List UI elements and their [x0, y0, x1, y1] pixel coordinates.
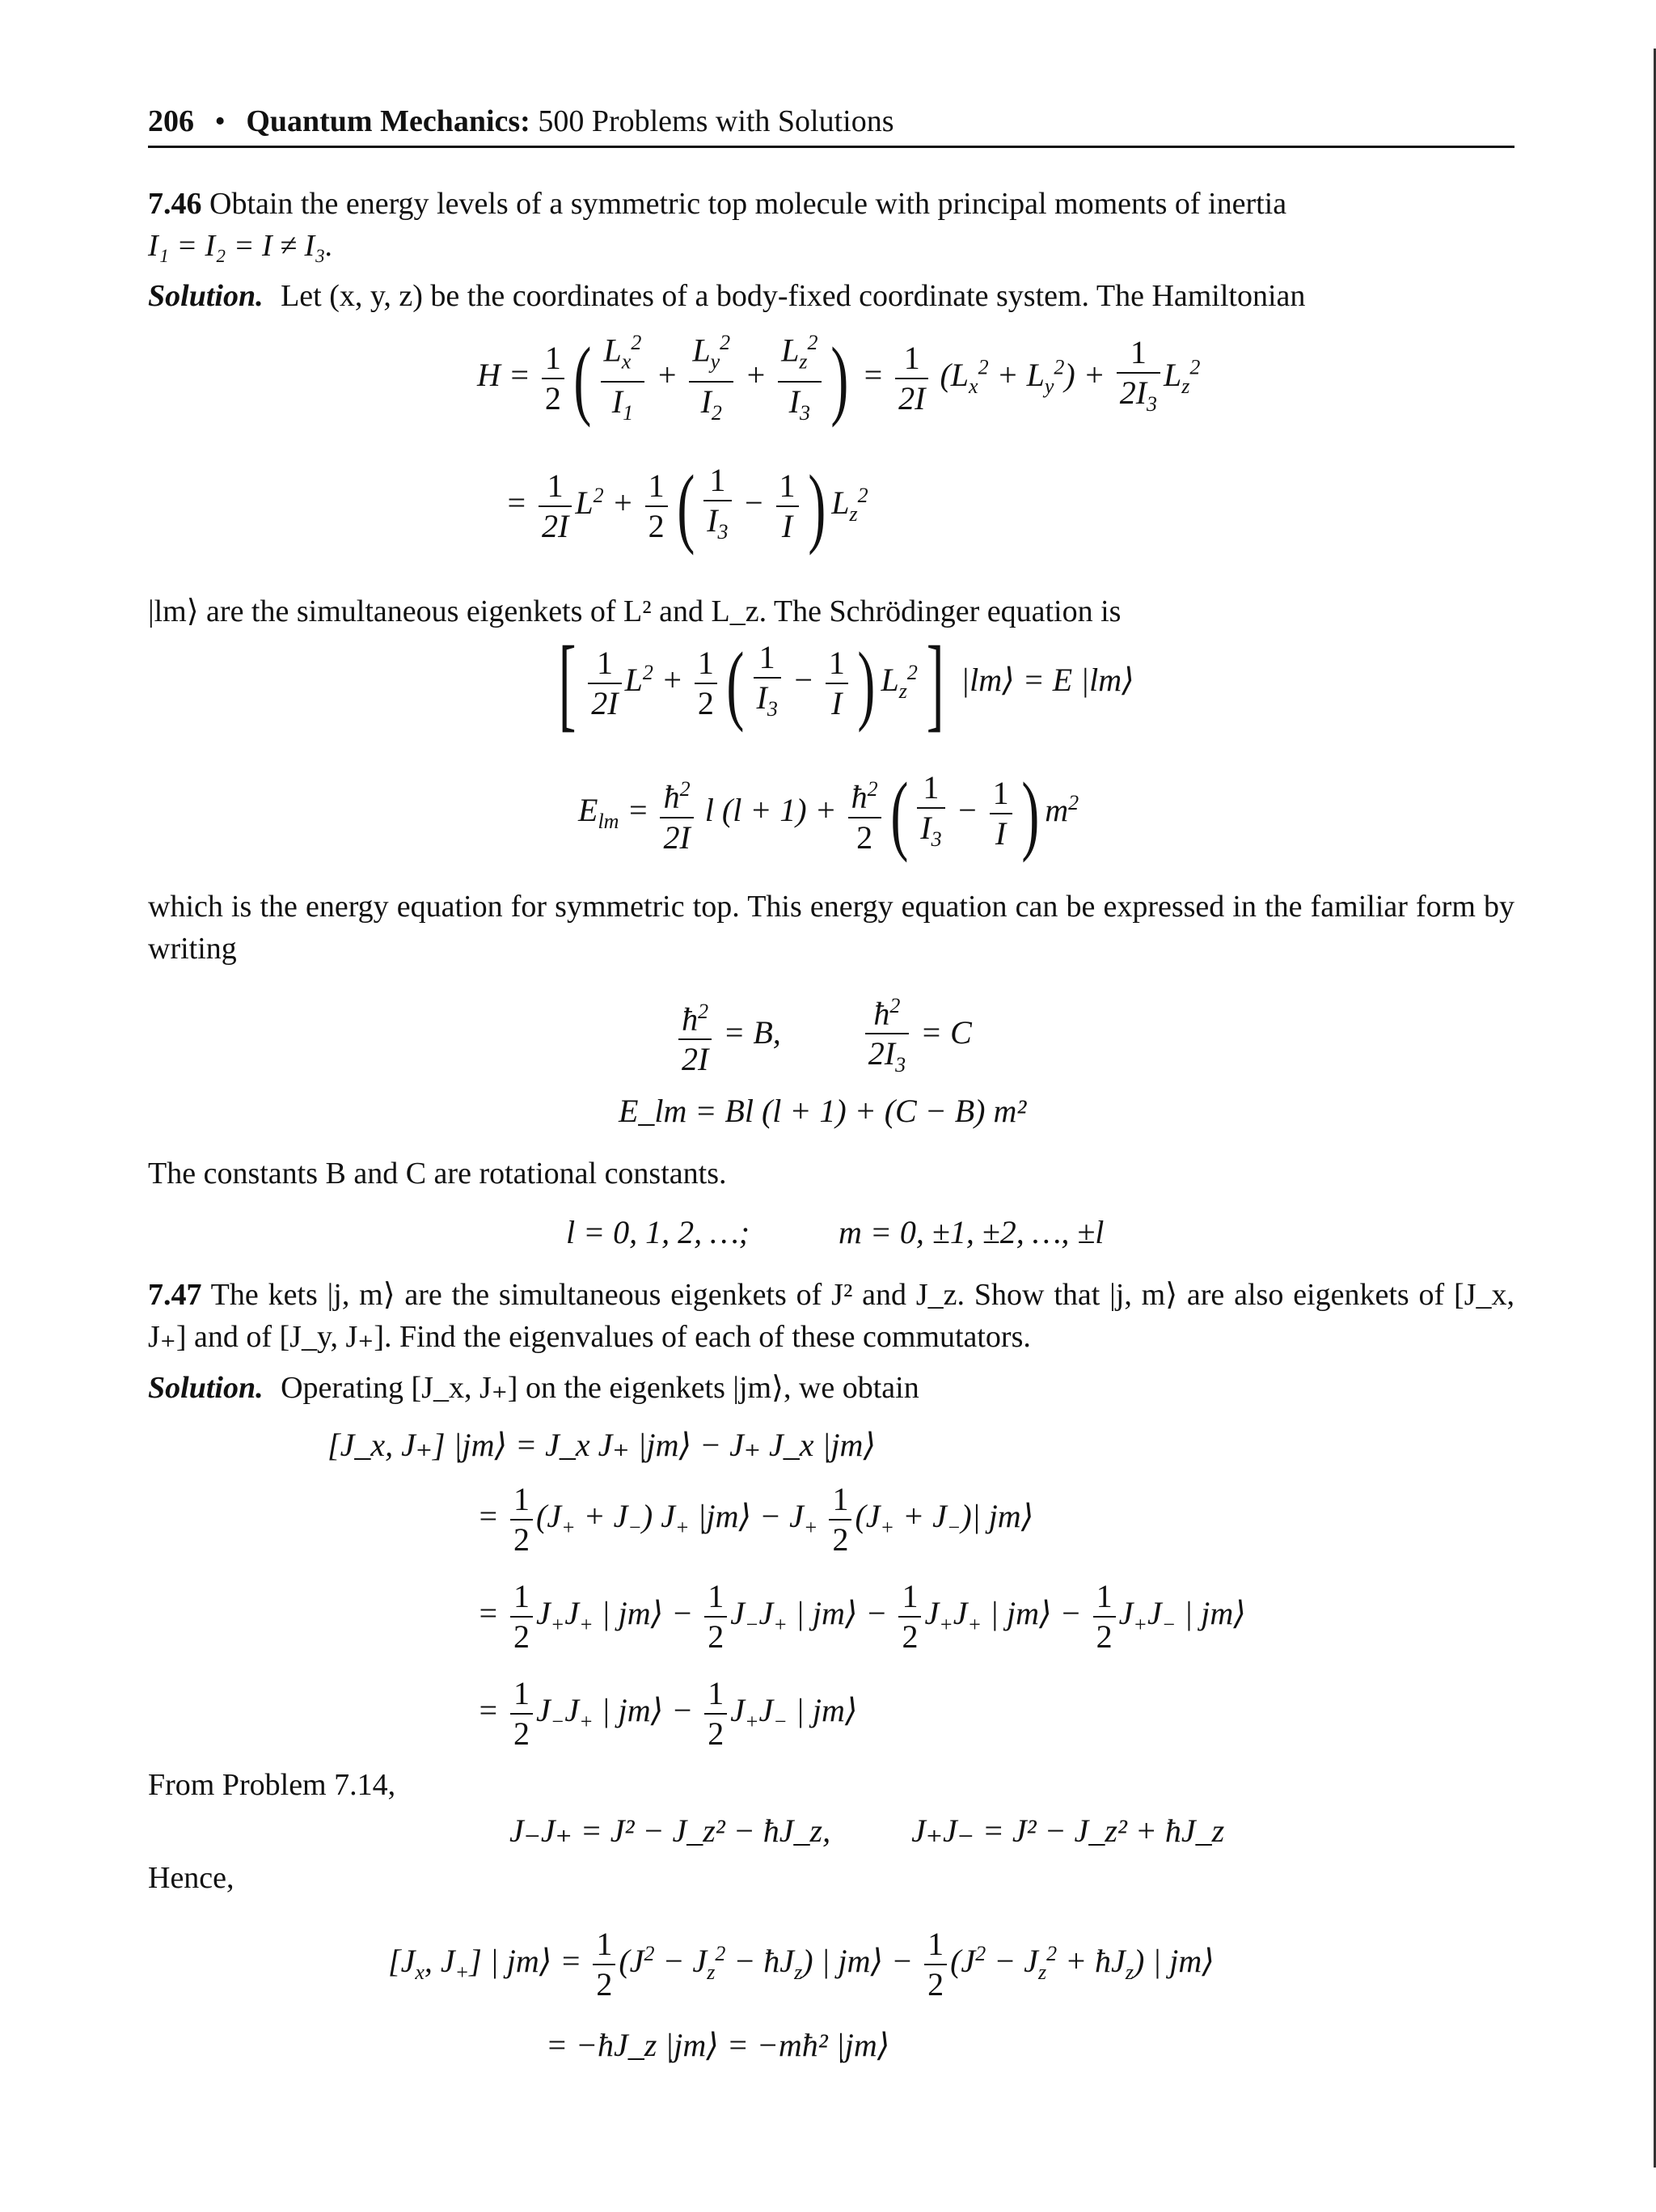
- equation-commutator-1: [J_x, J₊] |jm⟩ = J_x J₊ |jm⟩ − J₊ J_x |jm⟩: [327, 1427, 877, 1463]
- equation-energy: $E_{lm}$ = $\frac{ħ^2}{2I}$ l (l + 1) + $\frac{ħ^2}{2}$ ( $\frac{1}{I_3}$ − $\frac{1}{I}$ ) $m^2$: [578, 764, 1079, 863]
- l-range: l = 0, 1, 2, …;: [566, 1214, 750, 1250]
- equation-identities: [509, 1812, 1224, 1850]
- header-bullet: •: [214, 104, 226, 138]
- hamiltonian-lhs: H =: [477, 356, 530, 393]
- problem-7-46-condition: [148, 225, 1514, 267]
- solution-text: Let (x, y, z) be the coordinates of a body-fixed coordinate system. The Hamiltonian: [281, 279, 1306, 313]
- problem-number: 7.47: [148, 1278, 202, 1312]
- equation-commutator-4: = $\frac{1}{2}$ $J_-J_+$ | jm⟩ − $\frac{1}{2}$ $J_+J_-$ | jm⟩: [477, 1675, 858, 1752]
- solution-label: Solution.: [148, 279, 264, 313]
- book-title-bold: Quantum Mechanics:: [246, 104, 530, 138]
- problem-text: Obtain the energy levels of a symmetric top molecule with principal moments of inertia: [209, 187, 1287, 221]
- equation-hamiltonian: H = $\frac{1}{2}$ ( $\frac{L_x^2}{I_1}$ + $\frac{L_y^2}{I_2}$ + $\frac{L_z^2}{I_3}$ ) = $\frac{1}{2I}$ $(L_x^2 + L_y^2)$ + $\frac{1}{2I_3}$ $L_z^2$: [477, 324, 1200, 433]
- equation-energy-familiar: E_lm = Bl (l + 1) + (C − B) m²: [619, 1093, 1027, 1129]
- identity-2: J₊J₋ = J² − J_z² + ħJ_z: [911, 1812, 1225, 1849]
- equation-commutator-2: = $\frac{1}{2}$ $(J_+ + J_-)$ $J_+$ |jm⟩ − $J_+$ $\frac{1}{2}$ $(J_+ + J_-)|$ jm⟩: [477, 1481, 1034, 1558]
- equation-schrodinger: [ $\frac{1}{2I}$ $L^2$ + $\frac{1}{2}$ ( $\frac{1}{I_3}$ − $\frac{1}{I}$ ) $L_z^2$] |lm⟩ = E |lm⟩: [558, 625, 1134, 742]
- equation-constants: $\frac{ħ^2}{2I}$ = B, $\frac{ħ^2}{2I_3}$ = C: [675, 987, 972, 1085]
- equation-quantum-ranges: [566, 1213, 1104, 1251]
- equation-final: = −ħJ_z |jm⟩ = −mħ² |jm⟩: [546, 2027, 890, 2063]
- solution-7-46-intro: [148, 275, 1514, 317]
- page-number: 206: [148, 104, 194, 138]
- eigenket-text: |lm⟩ are the simultaneous eigenkets of L² and L_z. The Schrödinger equation is: [148, 594, 1122, 628]
- hence-label: Hence,: [148, 1861, 234, 1895]
- equation-commutator-3: = $\frac{1}{2}$ $J_+J_+$ | jm⟩ − $\frac{1}{2}$ $J_-J_+$ | jm⟩ − $\frac{1}{2}$ $J_+J_+$ | jm⟩ − $\frac{1}{2}$ $J_+J_-$ | jm⟩: [477, 1578, 1246, 1655]
- from-problem-label: From Problem 7.14,: [148, 1768, 396, 1802]
- page-header: [148, 104, 894, 139]
- problem-7-46-statement: [148, 183, 1514, 225]
- solution-7-47-intro: [148, 1367, 1514, 1409]
- problem-7-47-statement: [148, 1274, 1514, 1358]
- solution-label: Solution.: [148, 1371, 264, 1405]
- constants-text: The constants B and C are rotational constants.: [148, 1157, 727, 1191]
- book-title-rest: 500 Problems with Solutions: [538, 104, 894, 138]
- identity-1: J₋J₊ = J² − J_z² − ħJ_z,: [509, 1812, 831, 1849]
- equation-result: [$J_x$, $J_+$] | jm⟩ = $\frac{1}{2}$ ($J^2 - J_z^2$ − $ħJ_z$) | jm⟩ − $\frac{1}{2}$ ($J^2 - J_z^2$ + $ħJ_z$) | jm⟩: [388, 1926, 1215, 2003]
- header-rule: [148, 146, 1514, 148]
- problem-number: 7.46: [148, 187, 202, 221]
- solution-text: Operating [J_x, J₊] on the eigenkets |jm⟩, we obtain: [281, 1371, 919, 1405]
- equation-hamiltonian-2: = $\frac{1}{2I}$ $L^2$ + $\frac{1}{2}$ ( $\frac{1}{I_3}$ − $\frac{1}{I}$ ) $L_z^2$: [505, 457, 868, 556]
- m-range: m = 0, ±1, ±2, …, ±l: [839, 1214, 1105, 1250]
- energy-equation-text: which is the energy equation for symmetric top. This energy equation can be expressed in the familiar form by writing: [148, 890, 1514, 966]
- problem-text: The kets |j, m⟩ are the simultaneous eigenkets of J² and J_z. Show that |j, m⟩ are also eigenkets of [J_x, J₊] and of [J_y, J₊]. Find the eigenvalues of each of these commutators.: [148, 1278, 1514, 1354]
- condition-text: I₁ = I₂ = I ≠ I₃.: [148, 229, 333, 263]
